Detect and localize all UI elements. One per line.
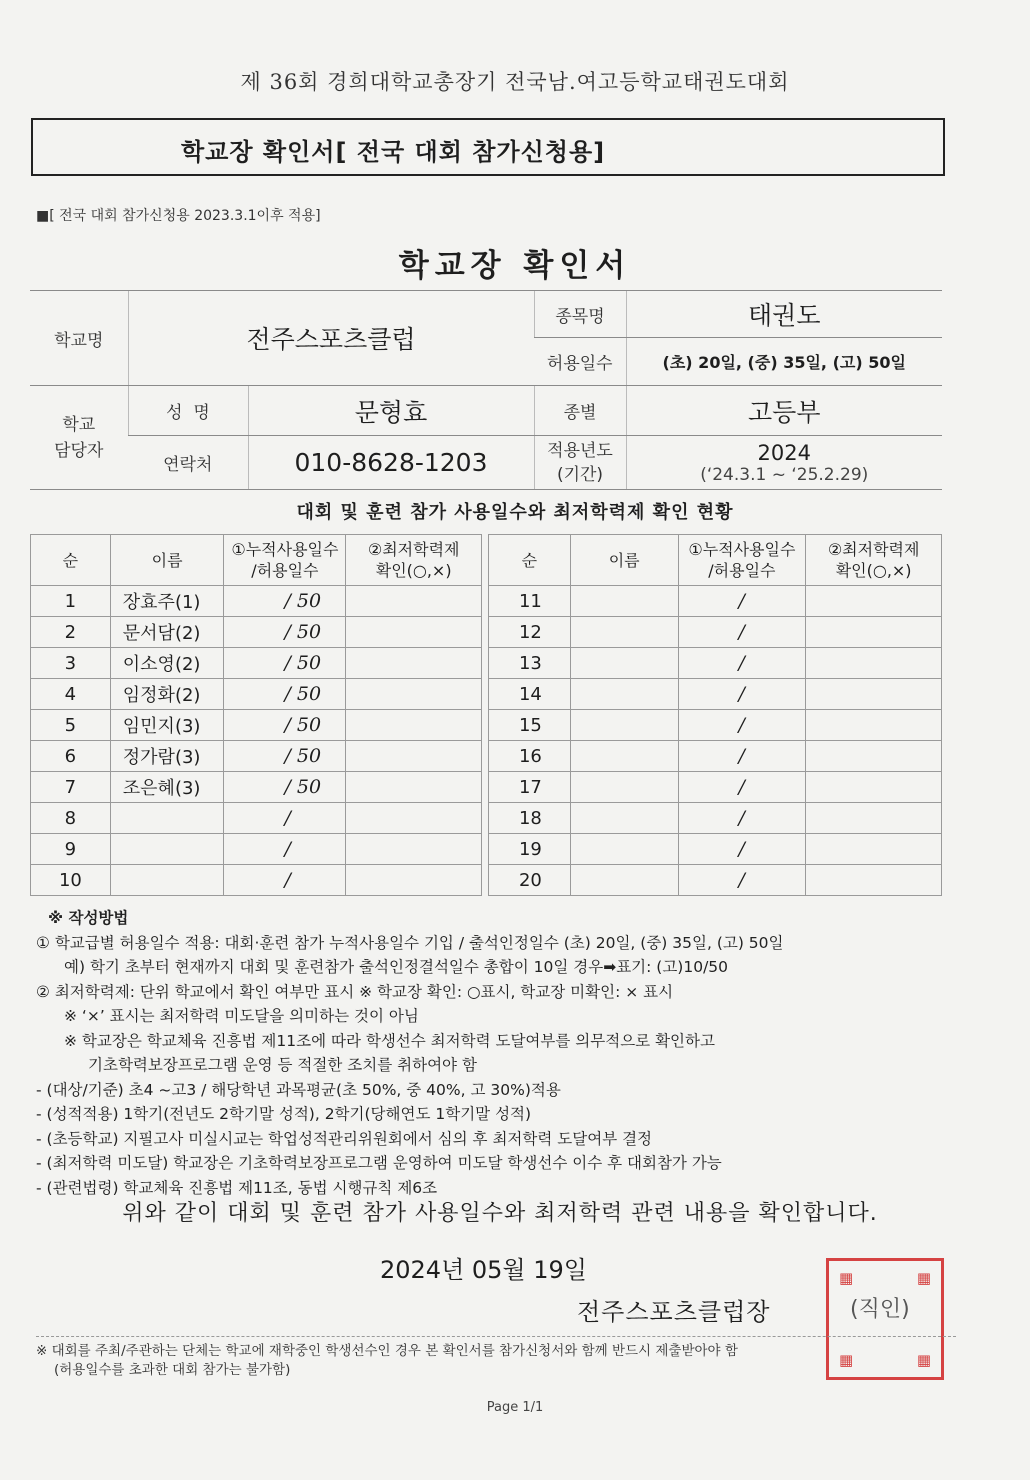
column-gap — [482, 617, 489, 648]
column-gap — [482, 679, 489, 710]
instruction-line: - (최저학력 미도달) 학교장은 기초학력보장프로그램 운영하여 미도달 학생선수 이수 후 대회참가 가능 — [36, 1154, 722, 1172]
sport-label: 종목명 — [534, 291, 626, 338]
roster-table — [30, 534, 942, 896]
table-row — [31, 679, 942, 710]
name-value: 문형효 — [248, 386, 534, 436]
right-check — [806, 679, 942, 710]
year-period: (‘24.3.1 ~ ‘25.2.29) — [700, 464, 869, 485]
left-check — [346, 772, 482, 803]
right-name — [570, 772, 678, 803]
left-check — [346, 617, 482, 648]
left-name: 임민지(3) — [110, 710, 224, 741]
year-cell — [626, 436, 942, 490]
column-gap — [482, 772, 489, 803]
seal-label: (직인) — [850, 1297, 910, 1322]
document-title-box — [31, 118, 945, 176]
header-check: ②최저학력제 확인(○,×) — [806, 535, 942, 586]
instruction-line: ① 학교급별 허용일수 적용: 대회·훈련 참가 누적사용일수 기입 / 출석인정일수 (초) 20일, (중) 35일, (고) 50일 — [36, 933, 784, 952]
column-gap — [482, 803, 489, 834]
left-name: 문서담(2) — [110, 617, 224, 648]
right-usage: / — [678, 741, 806, 772]
instructions — [36, 906, 936, 1200]
info-table — [30, 290, 942, 490]
left-check — [346, 679, 482, 710]
right-no: 11 — [488, 586, 570, 617]
column-gap — [482, 586, 489, 617]
column-gap — [482, 834, 489, 865]
school-value: 전주스포츠클럽 — [128, 291, 534, 386]
left-check — [346, 741, 482, 772]
instruction-line: - (관련법령) 학교체육 진흥법 제11조, 동법 시행규칙 제6조 — [36, 1178, 438, 1197]
signer-title: 전주스포츠클럽장 — [577, 1298, 771, 1326]
right-no: 20 — [488, 865, 570, 896]
left-no: 3 — [31, 648, 111, 679]
year-label: 적용년도 (기간) — [534, 436, 626, 490]
left-usage: / — [224, 803, 346, 834]
school-label: 학교명 — [30, 291, 128, 386]
right-name — [570, 679, 678, 710]
table-row — [31, 741, 942, 772]
instructions-heading: ※ 작성방법 — [48, 909, 129, 927]
left-usage: / — [224, 834, 346, 865]
left-no: 6 — [31, 741, 111, 772]
roster-body — [31, 586, 942, 896]
header-no: 순 — [31, 535, 111, 586]
form-title: 학교장 확인서 — [398, 248, 632, 284]
phone-value: 010-8628-1203 — [248, 436, 534, 490]
right-check — [806, 586, 942, 617]
left-name: 조은혜(3) — [110, 772, 224, 803]
left-no: 9 — [31, 834, 111, 865]
header-name: 이름 — [110, 535, 224, 586]
left-check — [346, 803, 482, 834]
allowed-days-label: 허용일수 — [534, 338, 626, 386]
event-title: 제 36회 경희대학교총장기 전국남.여고등학교태권도대회 — [240, 70, 790, 94]
left-usage: / 50 — [224, 679, 346, 710]
left-no: 8 — [31, 803, 111, 834]
table-row — [31, 710, 942, 741]
left-no: 5 — [31, 710, 111, 741]
table-row — [31, 617, 942, 648]
right-check — [806, 710, 942, 741]
right-no: 14 — [488, 679, 570, 710]
right-usage: / — [678, 648, 806, 679]
year-value: 2024 — [757, 440, 811, 465]
header-no: 순 — [488, 535, 570, 586]
footnote-line: (허용일수를 초과한 대회 참가는 불가함) — [54, 1362, 291, 1378]
table-row — [31, 865, 942, 896]
right-no: 17 — [488, 772, 570, 803]
right-usage: / — [678, 865, 806, 896]
confirmation-statement: 위와 같이 대회 및 훈련 참가 사용일수와 최저학력 관련 내용을 확인합니다. — [122, 1201, 878, 1226]
left-check — [346, 586, 482, 617]
column-gap — [482, 741, 489, 772]
sport-value: 태권도 — [626, 291, 942, 338]
division-value: 고등부 — [626, 386, 942, 436]
left-name: 정가람(3) — [110, 741, 224, 772]
table-row — [31, 834, 942, 865]
instruction-line: - (초등학교) 지필고사 미실시교는 학업성적관리위원회에서 심의 후 최저학력 도달여부 결정 — [36, 1129, 653, 1148]
left-usage: / 50 — [224, 741, 346, 772]
right-no: 19 — [488, 834, 570, 865]
header-usage: ①누적사용일수 /허용일수 — [678, 535, 806, 586]
left-name — [110, 803, 224, 834]
document-title: 학교장 확인서[ 전국 대회 참가신청용] — [181, 138, 606, 166]
column-gap — [482, 535, 489, 586]
left-usage: / 50 — [224, 710, 346, 741]
right-name — [570, 710, 678, 741]
table-row — [31, 586, 942, 617]
right-name — [570, 741, 678, 772]
footnote — [36, 1336, 956, 1380]
left-usage: / 50 — [224, 617, 346, 648]
phone-label: 연락처 — [128, 436, 248, 490]
instruction-line: - (성적적용) 1학기(전년도 2학기말 성적), 2학기(당해연도 1학기말 성적) — [36, 1105, 532, 1123]
right-usage: / — [678, 617, 806, 648]
right-no: 12 — [488, 617, 570, 648]
right-usage: / — [678, 772, 806, 803]
right-check — [806, 803, 942, 834]
header-usage: ①누적사용일수 /허용일수 — [224, 535, 346, 586]
signing-date: 2024년 05월 19일 — [380, 1256, 587, 1284]
instruction-line: ② 최저학력제: 단위 학교에서 확인 여부만 표시 ※ 학교장 확인: ○표시, 학교장 미확인: × 표시 — [36, 982, 674, 1001]
left-name: 임정화(2) — [110, 679, 224, 710]
left-name — [110, 865, 224, 896]
left-usage: / 50 — [224, 586, 346, 617]
left-check — [346, 710, 482, 741]
right-no: 18 — [488, 803, 570, 834]
allowed-days-value: (초) 20일, (중) 35일, (고) 50일 — [626, 338, 942, 386]
column-gap — [482, 710, 489, 741]
right-no: 15 — [488, 710, 570, 741]
instruction-line: ※ ‘×’ 표시는 최저학력 미도달을 의미하는 것이 아님 — [64, 1007, 419, 1025]
instruction-line: - (대상/기준) 초4 ~고3 / 해당학년 과목평균(초 50%, 중 40%, 고 30%)적용 — [36, 1080, 561, 1099]
left-usage: / 50 — [224, 772, 346, 803]
right-usage: / — [678, 803, 806, 834]
left-usage: / 50 — [224, 648, 346, 679]
instruction-line: ※ 학교장은 학교체육 진흥법 제11조에 따라 학생선수 최저학력 도달여부를 의무적으로 확인하고 — [64, 1031, 715, 1050]
left-no: 2 — [31, 617, 111, 648]
right-name — [570, 617, 678, 648]
right-check — [806, 834, 942, 865]
left-name: 이소영(2) — [110, 648, 224, 679]
right-check — [806, 865, 942, 896]
right-no: 16 — [488, 741, 570, 772]
division-label: 종별 — [534, 386, 626, 436]
right-usage: / — [678, 834, 806, 865]
right-check — [806, 648, 942, 679]
instruction-line: 기초학력보장프로그램 운영 등 적절한 조치를 취하여야 함 — [88, 1056, 477, 1074]
header-name: 이름 — [570, 535, 678, 586]
left-check — [346, 865, 482, 896]
right-name — [570, 648, 678, 679]
left-name — [110, 834, 224, 865]
right-usage: / — [678, 679, 806, 710]
right-check — [806, 772, 942, 803]
left-no: 1 — [31, 586, 111, 617]
table-row — [31, 803, 942, 834]
right-name — [570, 803, 678, 834]
header-check: ②최저학력제 확인(○,×) — [346, 535, 482, 586]
status-title: 대회 및 훈련 참가 사용일수와 최저학력제 확인 현황 — [296, 502, 734, 523]
footnote-line: ※ 대회를 주최/주관하는 단체는 학교에 재학중인 학생선수인 경우 본 확인서를 참가신청서와 함께 반드시 제출받아야 함 — [36, 1343, 738, 1359]
right-usage: / — [678, 586, 806, 617]
page-number: Page 1/1 — [486, 1400, 544, 1415]
right-name — [570, 834, 678, 865]
column-gap — [482, 648, 489, 679]
left-name: 장효주(1) — [110, 586, 224, 617]
right-check — [806, 741, 942, 772]
left-no: 10 — [31, 865, 111, 896]
right-name — [570, 586, 678, 617]
applicable-note: ■[ 전국 대회 참가신청용 2023.3.1이후 적용] — [36, 208, 321, 224]
table-row — [31, 772, 942, 803]
instruction-line: 예) 학기 초부터 현재까지 대회 및 훈련참가 출석인정결석일수 총합이 10일 경우➡표기: (고)10/50 — [64, 958, 729, 976]
right-usage: / — [678, 710, 806, 741]
column-gap — [482, 865, 489, 896]
official-seal: ▦ ▦ ▦ ▦ — [826, 1258, 944, 1380]
left-check — [346, 834, 482, 865]
left-check — [346, 648, 482, 679]
right-check — [806, 617, 942, 648]
left-usage: / — [224, 865, 346, 896]
contact-label: 학교 담당자 — [30, 386, 128, 490]
left-no: 7 — [31, 772, 111, 803]
table-row — [31, 648, 942, 679]
right-no: 13 — [488, 648, 570, 679]
right-name — [570, 865, 678, 896]
left-no: 4 — [31, 679, 111, 710]
name-label: 성 명 — [128, 386, 248, 436]
